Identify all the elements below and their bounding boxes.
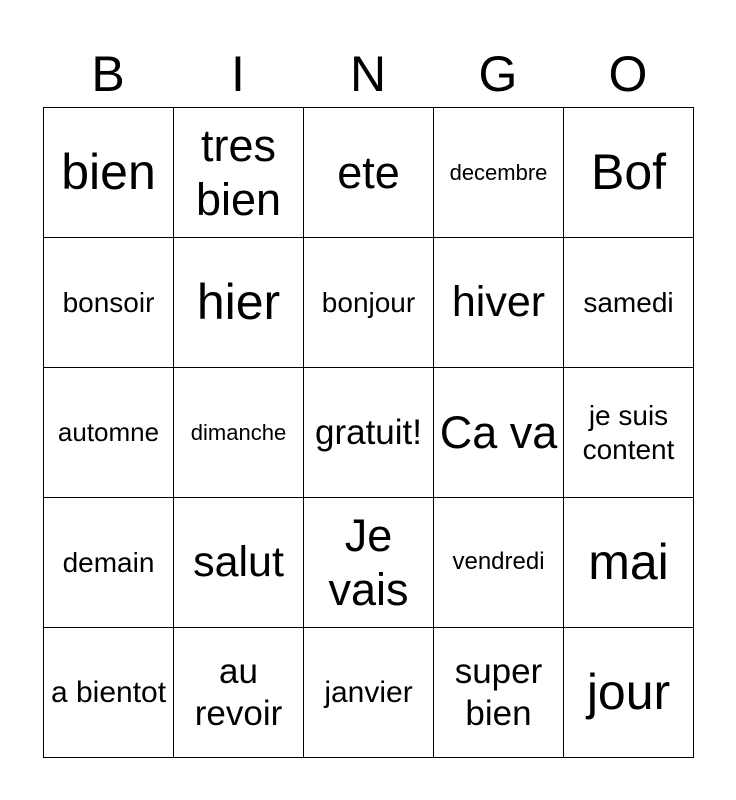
header-letter-o: O (608, 46, 648, 102)
bingo-header (43, 40, 693, 108)
cell-label: decembre (449, 159, 548, 185)
bingo-cell[interactable] (174, 498, 304, 628)
cell-label: samedi (583, 286, 674, 318)
bingo-cell[interactable] (434, 628, 564, 758)
cell-label: je suis content (582, 400, 675, 465)
header-letter-i: I (231, 46, 245, 102)
header-letter-g: G (478, 46, 518, 102)
bingo-cell[interactable] (564, 238, 694, 368)
cell-label: bonsoir (62, 286, 155, 318)
cell-label: Ca va (439, 406, 558, 458)
cell-label: tres bien (195, 120, 282, 225)
bingo-cell[interactable] (304, 498, 434, 628)
bingo-cell[interactable] (174, 628, 304, 758)
cell-label: jour (586, 664, 671, 720)
cell-label: au revoir (194, 652, 283, 733)
bingo-cell[interactable] (44, 108, 174, 238)
cell-label: demain (62, 546, 155, 578)
bingo-cell[interactable] (564, 108, 694, 238)
cell-label: hier (196, 274, 281, 330)
bingo-cell[interactable] (44, 368, 174, 498)
cell-label: automne (57, 417, 160, 448)
bingo-card-grid (43, 107, 694, 758)
bingo-cell[interactable] (44, 628, 174, 758)
bingo-cell[interactable] (564, 368, 694, 498)
cell-label: mai (588, 534, 669, 590)
bingo-cell[interactable] (174, 238, 304, 368)
bingo-cell[interactable] (434, 238, 564, 368)
cell-label: Je vais (328, 510, 409, 615)
cell-label: salut (193, 538, 284, 587)
bingo-cell[interactable] (304, 368, 434, 498)
bingo-cell[interactable] (434, 108, 564, 238)
cell-label: Bof (590, 144, 667, 200)
bingo-cell[interactable] (304, 108, 434, 238)
bingo-cell[interactable] (44, 498, 174, 628)
bingo-cell[interactable] (304, 238, 434, 368)
bingo-cell[interactable] (44, 238, 174, 368)
bingo-cell[interactable] (304, 628, 434, 758)
cell-label: bonjour (321, 286, 416, 318)
cell-label: ete (337, 146, 400, 198)
bingo-cell[interactable] (564, 628, 694, 758)
cell-label: a bientot (50, 675, 167, 709)
bingo-cell[interactable] (174, 108, 304, 238)
header-letter-b: B (91, 46, 125, 102)
cell-label: bien (61, 144, 156, 200)
cell-label: super bien (454, 652, 543, 733)
cell-label: janvier (324, 675, 413, 709)
bingo-cell[interactable] (434, 368, 564, 498)
bingo-cell[interactable] (174, 368, 304, 498)
cell-label: dimanche (190, 419, 287, 445)
bingo-cell[interactable] (564, 498, 694, 628)
cell-label: hiver (451, 278, 546, 327)
bingo-cell[interactable] (434, 498, 564, 628)
header-letter-n: N (349, 46, 387, 102)
cell-label: vendredi (452, 548, 545, 576)
cell-label: gratuit! (315, 412, 422, 452)
